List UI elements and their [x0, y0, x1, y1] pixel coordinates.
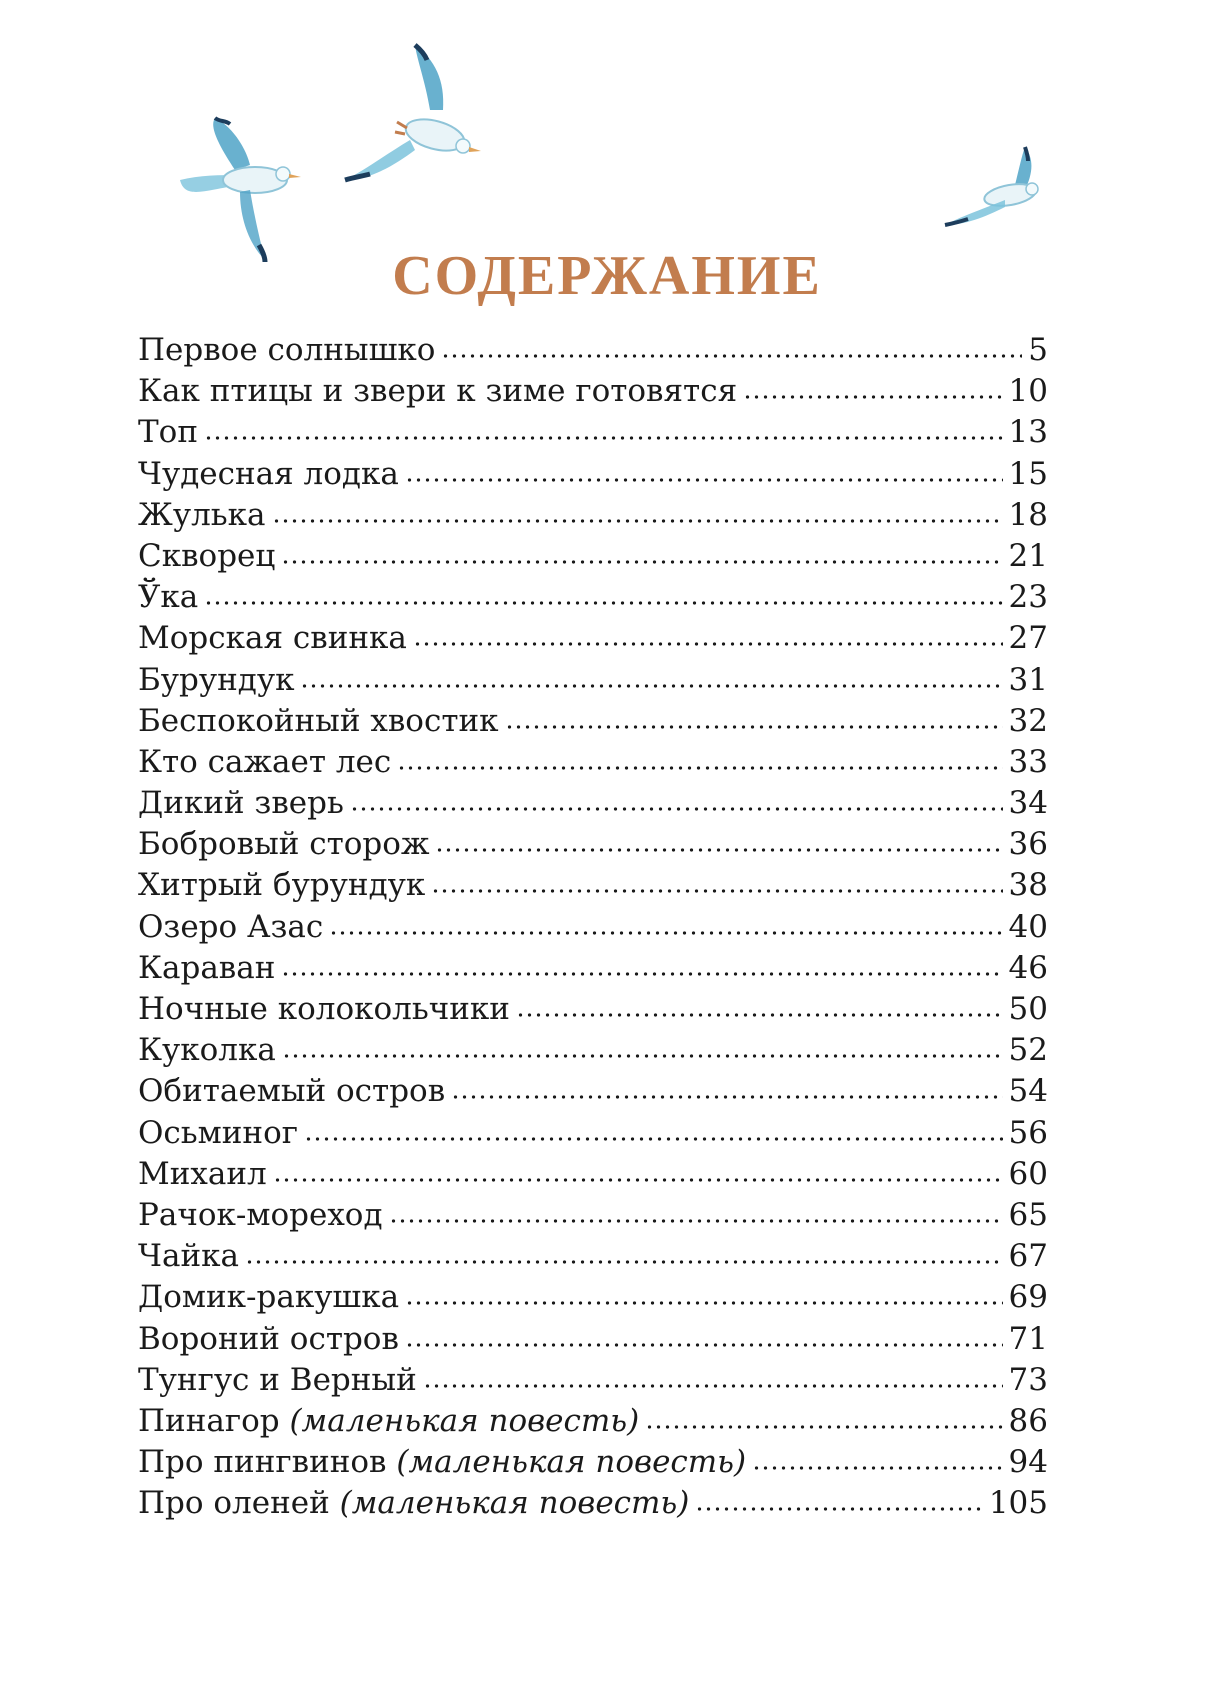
toc-page-number: 65	[1008, 1196, 1048, 1233]
toc-leader-dots	[423, 1360, 1003, 1390]
toc-entry-title-text: Обитаемый остров	[138, 1073, 446, 1110]
toc-entry-title-text: Кто сажает лес	[138, 743, 392, 780]
toc-entry-title	[138, 330, 435, 371]
toc-leader-dots	[329, 907, 1002, 937]
toc-entry[interactable]	[138, 948, 1048, 989]
toc-entry[interactable]	[138, 660, 1048, 701]
toc-leader-dots	[451, 1071, 1002, 1101]
toc-entry-title	[138, 495, 266, 536]
toc-page-number: 73	[1008, 1361, 1048, 1398]
toc-page-number: 36	[1008, 826, 1048, 863]
toc-leader-dots	[397, 742, 1002, 772]
toc-entry-title-text: Жулька	[138, 496, 266, 533]
toc-entry[interactable]	[138, 907, 1048, 948]
toc-entry-title-text: Хитрый бурундук	[138, 867, 426, 904]
toc-leader-dots	[435, 824, 1002, 854]
toc-leader-dots	[245, 1236, 1003, 1266]
toc-entry[interactable]	[138, 783, 1048, 824]
toc-leader-dots	[281, 536, 1002, 566]
toc-entry-title	[138, 618, 407, 659]
toc-entry-title	[138, 824, 429, 865]
toc-leader-dots	[441, 330, 1022, 360]
toc-entry-title	[138, 865, 425, 906]
toc-entry[interactable]	[138, 618, 1048, 659]
toc-leader-dots	[405, 454, 1003, 484]
toc-page-number: 94	[1008, 1444, 1048, 1481]
toc-entry-title	[138, 1401, 639, 1442]
toc-entry[interactable]	[138, 412, 1048, 453]
toc-leader-dots	[752, 1442, 1002, 1472]
toc-leader-dots	[304, 1113, 1003, 1143]
toc-entry-title-text: Пинагор	[138, 1402, 290, 1439]
toc-page-number: 27	[1008, 620, 1048, 657]
toc-entry-title	[138, 454, 399, 495]
toc-leader-dots	[204, 577, 1002, 607]
toc-entry-title	[138, 989, 510, 1030]
toc-leader-dots	[281, 948, 1002, 978]
toc-entry-title	[138, 948, 275, 989]
toc-entry-title-text: Караван	[138, 949, 276, 986]
toc-entry-title-text: Осьминог	[138, 1114, 298, 1151]
toc-entry[interactable]	[138, 371, 1048, 412]
toc-entry-title	[138, 1154, 267, 1195]
toc-leader-dots	[413, 618, 1003, 648]
toc-page-number: 67	[1008, 1238, 1048, 1275]
toc-entry-title-text: Топ	[138, 414, 199, 451]
toc-entry-title	[138, 701, 499, 742]
toc-entry[interactable]	[138, 1236, 1048, 1277]
toc-entry[interactable]	[138, 1277, 1048, 1318]
toc-leader-dots	[743, 371, 1002, 401]
toc-leader-dots	[204, 412, 1003, 442]
toc-page-number: 15	[1008, 455, 1048, 492]
toc-entry-title-text: Ўка	[138, 579, 199, 616]
toc-entry-title-text: Скворец	[138, 537, 276, 574]
toc-page-number: 54	[1008, 1073, 1048, 1110]
toc-entry[interactable]	[138, 1195, 1048, 1236]
toc-page-number: 105	[988, 1485, 1048, 1522]
toc-page-number: 18	[1008, 496, 1048, 533]
toc-entry[interactable]	[138, 1113, 1048, 1154]
toc-entry-subtitle: (маленькая повесть)	[339, 1485, 690, 1522]
toc-entry-title-text: Домик-ракушка	[138, 1279, 400, 1316]
toc-entry-title	[138, 371, 737, 412]
table-of-contents	[138, 330, 1048, 1524]
toc-entry-title-text: Ночные колокольчики	[138, 991, 510, 1027]
toc-entry[interactable]	[138, 1154, 1048, 1195]
toc-entry-title-text: Морская свинка	[138, 620, 407, 657]
toc-page-number: 40	[1008, 908, 1048, 945]
toc-leader-dots	[695, 1483, 982, 1513]
toc-page-number: 13	[1008, 414, 1048, 451]
toc-entry[interactable]	[138, 536, 1048, 577]
toc-entry-title-text: Чайка	[138, 1238, 239, 1275]
toc-entry[interactable]	[138, 495, 1048, 536]
toc-leader-dots	[350, 783, 1003, 813]
toc-leader-dots	[505, 701, 1003, 731]
toc-leader-dots	[389, 1195, 1003, 1225]
toc-entry-title	[138, 1113, 298, 1154]
toc-page-number: 33	[1008, 743, 1048, 780]
toc-entry-title	[138, 412, 198, 453]
toc-page-number: 21	[1008, 537, 1048, 574]
toc-entry-title	[138, 1483, 689, 1524]
toc-page-number: 86	[1008, 1402, 1048, 1439]
toc-entry-title	[138, 1195, 383, 1236]
toc-entry[interactable]	[138, 1442, 1048, 1483]
toc-page-number: 69	[1008, 1279, 1048, 1316]
toc-entry-title-text: Бобровый сторож	[138, 826, 430, 863]
toc-entry-title-text: Михаил	[138, 1155, 267, 1192]
toc-entry-title-text: Чудесная лодка	[138, 455, 399, 492]
toc-page-number: 56	[1008, 1114, 1048, 1151]
toc-entry-title-text: Куколка	[138, 1032, 276, 1069]
toc-page-number: 31	[1008, 661, 1048, 698]
toc-entry-title-text: Тунгус и Верный	[138, 1361, 417, 1398]
toc-entry[interactable]	[138, 701, 1048, 742]
toc-page-number: 10	[1008, 373, 1048, 410]
toc-entry[interactable]	[138, 1030, 1048, 1071]
toc-page-number: 23	[1008, 579, 1048, 616]
toc-page-number: 52	[1008, 1032, 1048, 1069]
toc-entry[interactable]	[138, 454, 1048, 495]
toc-entry-title-text: Про оленей	[138, 1485, 340, 1522]
toc-entry-title	[138, 742, 391, 783]
toc-entry-title	[138, 783, 344, 824]
seagull-icon	[945, 147, 1038, 225]
toc-entry-title	[138, 1071, 445, 1112]
toc-entry-title-text: Озеро Азас	[138, 908, 324, 945]
toc-entry-title	[138, 1442, 746, 1483]
toc-entry[interactable]	[138, 1401, 1048, 1442]
toc-page-number: 46	[1008, 949, 1048, 986]
toc-entry-title-text: Дикий зверь	[138, 785, 344, 822]
toc-entry[interactable]	[138, 989, 1048, 1030]
toc-entry[interactable]	[138, 1071, 1048, 1112]
seagull-icon	[180, 118, 301, 262]
toc-leader-dots	[431, 865, 1002, 895]
toc-entry-title-text: Вороний остров	[138, 1320, 399, 1357]
toc-entry-title	[138, 1030, 276, 1071]
toc-leader-dots	[405, 1277, 1002, 1307]
toc-entry-title-text: Рачок-мореход	[138, 1196, 383, 1233]
toc-entry[interactable]	[138, 577, 1048, 618]
toc-entry-title-text: Про пингвинов	[138, 1444, 397, 1481]
toc-page-number: 71	[1008, 1320, 1048, 1357]
toc-entry-title	[138, 660, 294, 701]
toc-page-number: 60	[1008, 1155, 1048, 1192]
toc-entry[interactable]	[138, 865, 1048, 906]
toc-entry-title	[138, 1236, 239, 1277]
toc-page-number: 32	[1008, 702, 1048, 739]
toc-entry-subtitle: (маленькая повесть)	[396, 1444, 747, 1481]
toc-leader-dots	[300, 660, 1002, 690]
toc-entry-title	[138, 1277, 399, 1318]
toc-entry-title	[138, 1360, 417, 1401]
toc-entry-title-text: Бурундук	[138, 661, 295, 698]
toc-leader-dots	[516, 989, 1003, 1019]
toc-entry[interactable]	[138, 1483, 1048, 1524]
toc-page-number: 34	[1008, 785, 1048, 822]
toc-page-number: 38	[1008, 867, 1048, 904]
toc-entry-subtitle: (маленькая повесть)	[289, 1402, 640, 1439]
toc-entry-title	[138, 907, 323, 948]
toc-entry-title	[138, 577, 198, 618]
toc-entry-title-text: Беспокойный хвостик	[138, 702, 499, 739]
toc-leader-dots	[273, 1154, 1003, 1184]
toc-entry-title	[138, 1319, 399, 1360]
toc-leader-dots	[282, 1030, 1003, 1060]
seagull-icon	[345, 45, 481, 180]
toc-entry-title	[138, 536, 275, 577]
toc-entry-title-text: Первое солнышко	[138, 332, 436, 368]
toc-page-number: 5	[1028, 332, 1048, 368]
toc-entry[interactable]	[138, 1360, 1048, 1401]
toc-entry[interactable]	[138, 330, 1048, 371]
toc-page-number: 50	[1008, 991, 1048, 1027]
toc-leader-dots	[405, 1319, 1003, 1349]
toc-leader-dots	[272, 495, 1003, 525]
toc-entry-title-text: Как птицы и звери к зиме готовятся	[138, 373, 738, 410]
toc-entry[interactable]	[138, 742, 1048, 783]
toc-leader-dots	[645, 1401, 1002, 1431]
toc-entry[interactable]	[138, 1319, 1048, 1360]
page-title: СОДЕРЖАНИЕ	[392, 244, 822, 307]
toc-entry[interactable]	[138, 824, 1048, 865]
